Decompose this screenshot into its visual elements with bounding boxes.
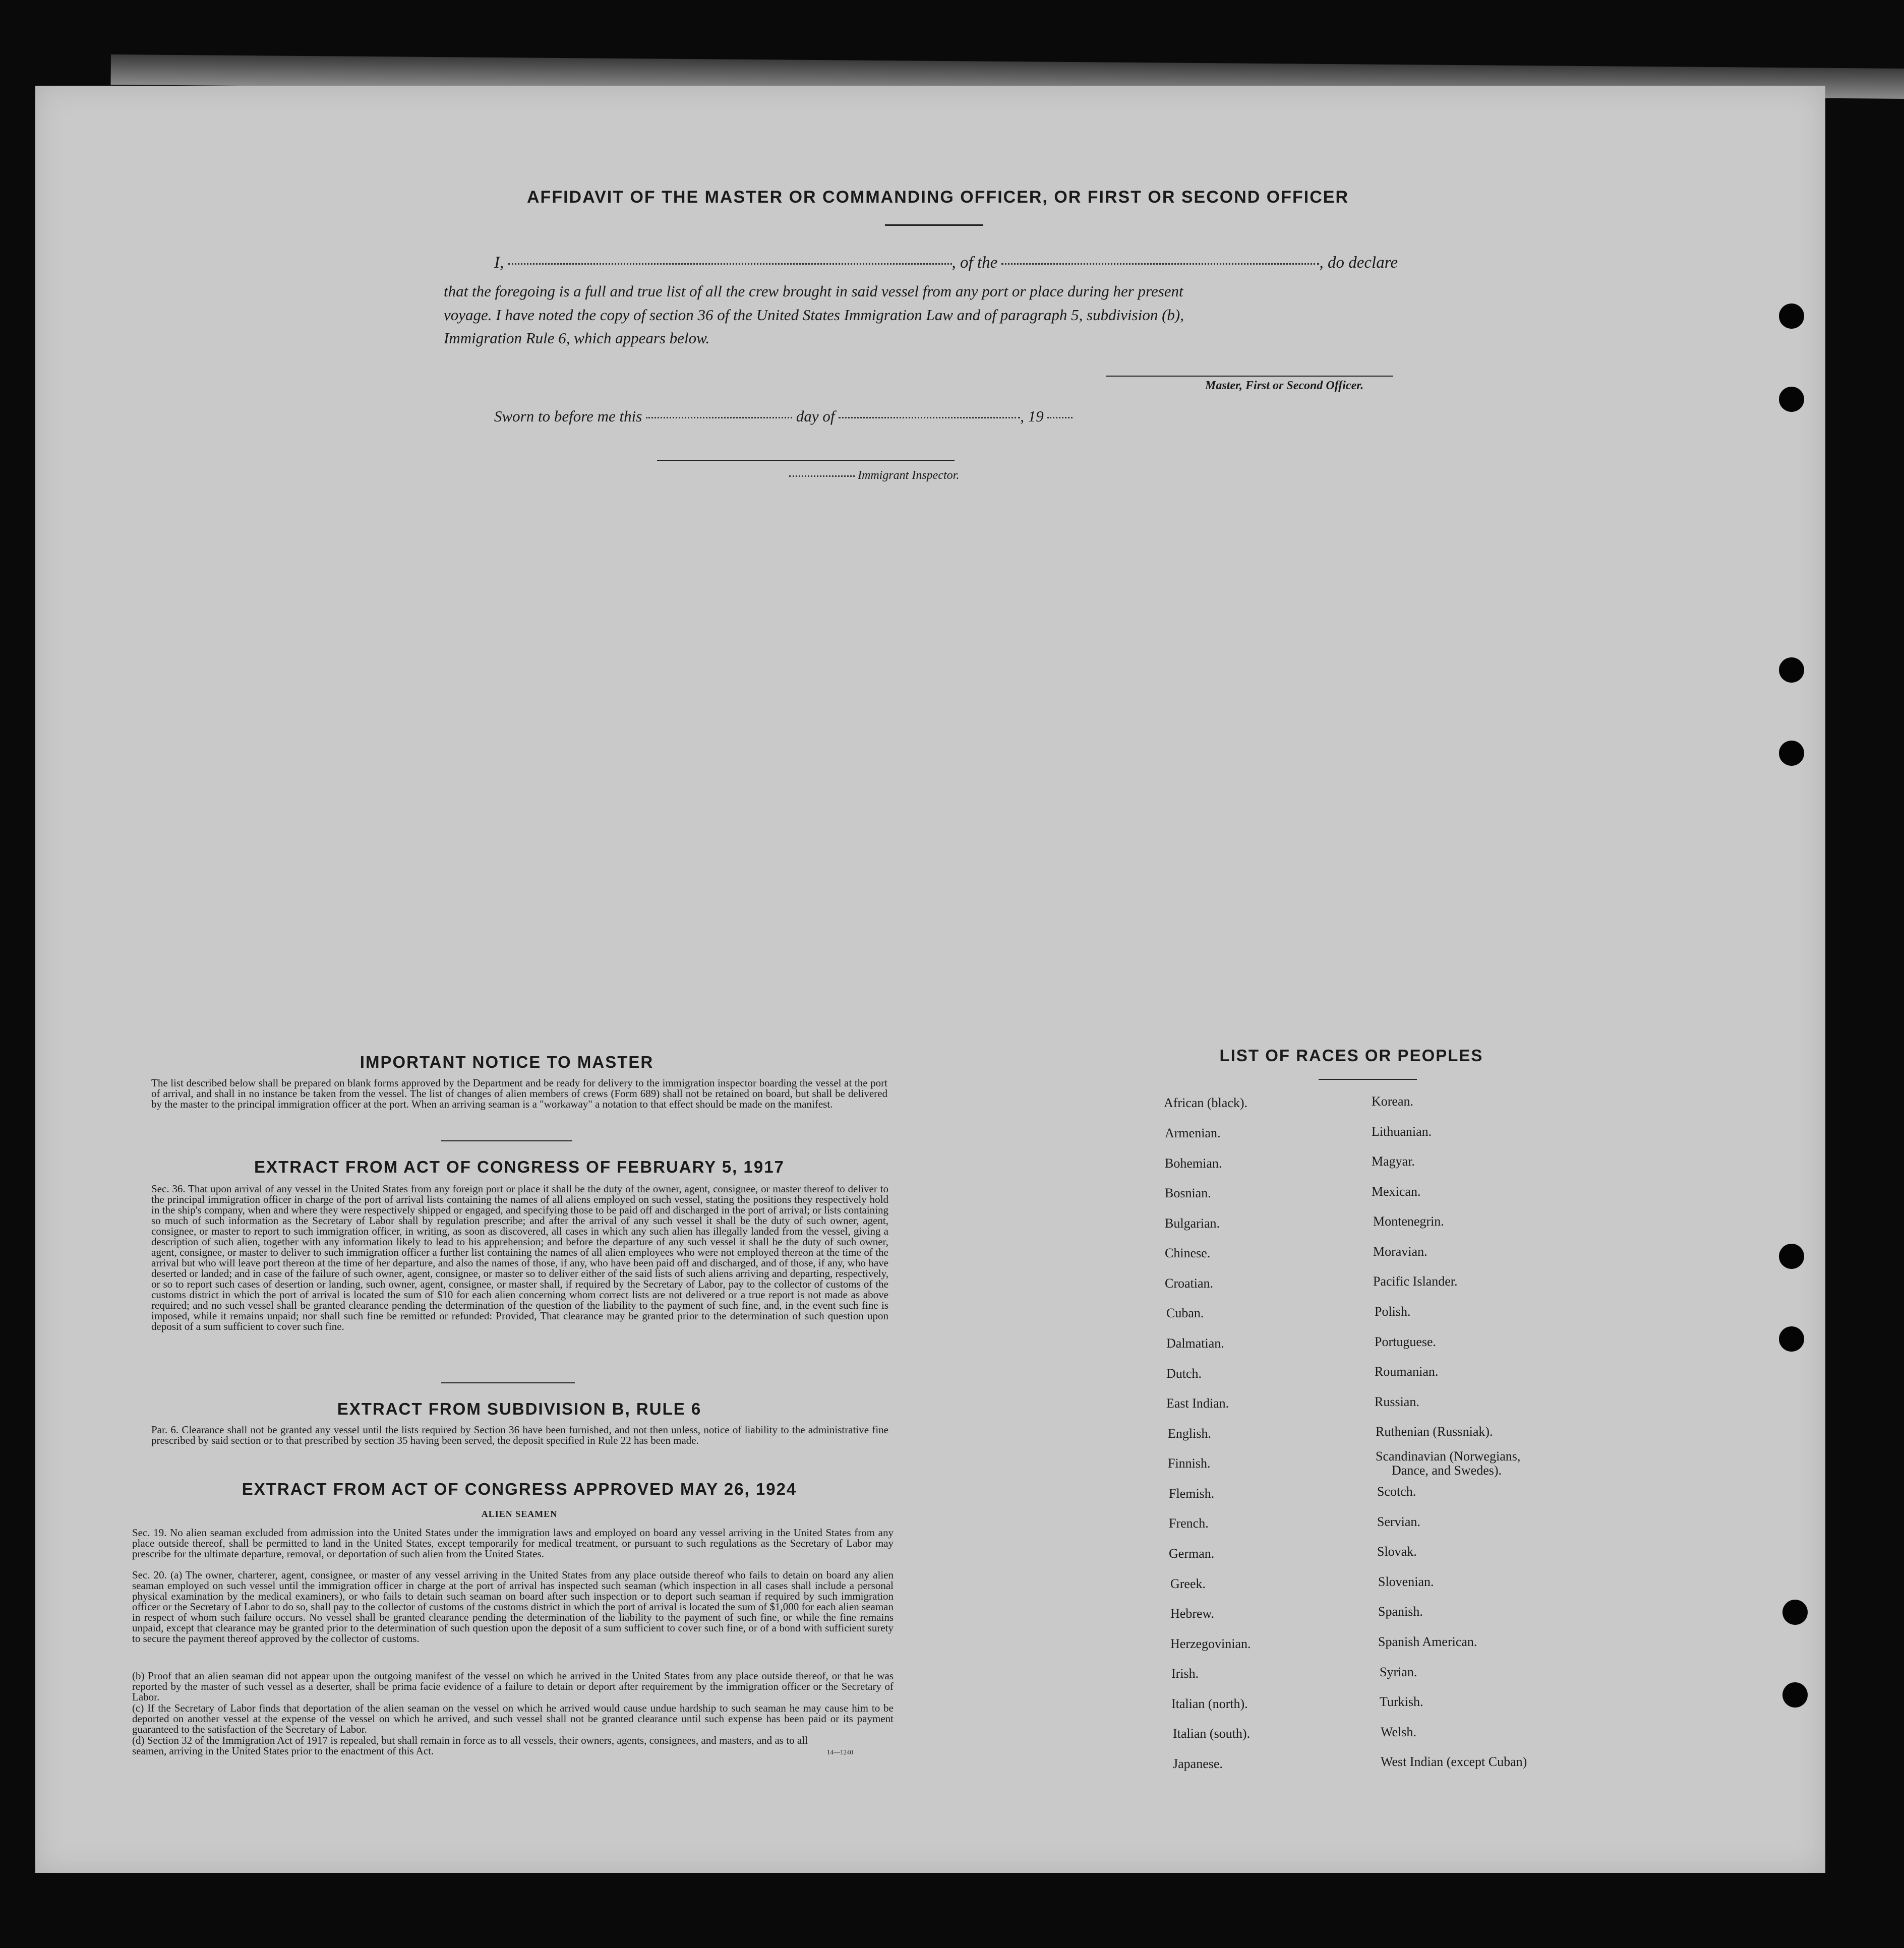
inspector-field[interactable] [789, 475, 855, 477]
race-item: Spanish American. [1378, 1634, 1477, 1649]
year-label: , 19 [1020, 407, 1044, 425]
extract-1924-sec19: Sec. 19. No alien seaman excluded from admission into the United States under the immigration laws and employed on board any vessel arriving in the United States from any place outside thereof, shall be permitted to land in the United States, except temporarily for medical treatment, or pursuant to such regulations as the Secretary of Labor may prescribe for the ultimate departure, removal, or deportation of such alien from the United States. [132, 1527, 894, 1560]
race-item: Cuban. [1166, 1306, 1204, 1320]
extract-1924-sec20d: (d) Section 32 of the Immigration Act of 1917 is repealed, but shall remain in force as to all vessels, their owners, agents, consignees, and masters, and as to all seamen, arriving in the United States prior to the enactment of this Act. [132, 1734, 808, 1757]
sworn-year-field[interactable] [1047, 417, 1073, 418]
name-field[interactable] [508, 263, 952, 265]
race-item: Armenian. [1165, 1126, 1221, 1140]
form-number: 14—1240 [827, 1748, 853, 1756]
inspector-caption: Immigrant Inspector. [858, 469, 960, 482]
race-item: Turkish. [1380, 1694, 1423, 1709]
race-item: Bulgarian. [1165, 1216, 1220, 1231]
race-item: West Indian (except Cuban) [1381, 1754, 1527, 1769]
race-item: Dalmatian. [1166, 1336, 1224, 1351]
sworn-month-field[interactable] [839, 417, 1020, 418]
i-label: I, [494, 254, 504, 272]
race-item: Japanese. [1173, 1756, 1223, 1771]
race-item: Bosnian. [1165, 1186, 1211, 1200]
affidavit-declaration-line [494, 254, 1398, 272]
race-item: Italian (south). [1173, 1726, 1251, 1741]
race-item: Finnish. [1168, 1456, 1211, 1471]
race-item: Dance, and Swedes). [1392, 1463, 1502, 1478]
race-item: African (black). [1164, 1095, 1248, 1110]
extract-1924-sec20b: (b) Proof that an alien seaman did not appear upon the outgoing manifest of the vessel on which he arrived in the United States from any place outside thereof, or that he was reported by the master of such vessel as a deserter, shall be prima facie evidence of a failure to detain or deport after requirement by the immigration officer or the Secretary of Labor. [132, 1670, 894, 1703]
binder-hole [1779, 741, 1804, 766]
extract-1917-title: EXTRACT FROM ACT OF CONGRESS OF FEBRUARY 5, 1917 [254, 1158, 785, 1176]
race-item: Portuguese. [1375, 1334, 1437, 1349]
race-item: Korean. [1372, 1094, 1414, 1109]
binder-hole [1782, 1682, 1808, 1708]
affidavit-body-2: voyage. I have noted the copy of section 36 of the United States Immigration Law and of paragraph 5, subdivision (b), [444, 306, 1184, 324]
race-item: French. [1169, 1516, 1209, 1531]
race-item: Scotch. [1377, 1484, 1416, 1499]
race-item: Russian. [1375, 1394, 1419, 1409]
sworn-label: Sworn to before me this [494, 407, 642, 425]
race-item: Welsh. [1381, 1725, 1416, 1739]
races-title: LIST OF RACES OR PEOPLES [1219, 1046, 1483, 1065]
binder-hole [1779, 1326, 1804, 1352]
race-item: German. [1169, 1546, 1215, 1561]
affidavit-body-1: that the foregoing is a full and true list of all the crew brought in said vessel from any port or place during her present [444, 282, 1183, 300]
race-item: Magyar. [1372, 1154, 1415, 1169]
of-the-label: , of the [951, 254, 998, 272]
extract-rule6-body: Par. 6. Clearance shall not be granted any vessel until the lists required by Section 36 have been furnished, and not then unless, notice of liability to the administrative fine prescribed by said section or to that prescribed by section 35 having been served, the deposit specified in Rule 22 has been made. [151, 1424, 888, 1446]
race-item: Pacific Islander. [1373, 1274, 1458, 1289]
sworn-day-field[interactable] [646, 417, 792, 418]
race-item: Chinese. [1165, 1246, 1211, 1260]
extract-1924-sec20a: Sec. 20. (a) The owner, charterer, agent, consignee, or master of any vessel arriving in the United States from any place outside thereof who fails to detain on board any alien seaman employed on such vessel until the immigration officer in charge at the port of arrival has inspected such seaman (which inspection in all cases shall include a personal physical examination by the medical examiners), or who fails to detain such seaman on board after such inspection or to deport such seaman if required by such immigration officer or the Secretary of Labor to do so, shall pay to the collector of customs of the customs district in which the port of arrival is located the sum of $1,000 for each alien seaman in respect of whom such failure occurs. No vessel shall be granted clearance pending the determination of the liability to the payment of such fine, or while the fine remains unpaid, except that clearance may be granted prior to the determination of such question upon the deposit of a sum sufficient to cover such fine, or of a bond with sufficient surety to secure the payment thereof approved by the collector of customs. [132, 1569, 894, 1645]
race-item: Polish. [1375, 1304, 1411, 1319]
extract-1924-title: EXTRACT FROM ACT OF CONGRESS APPROVED MAY 26, 1924 [242, 1480, 797, 1498]
race-item: Lithuanian. [1372, 1124, 1432, 1139]
extract-1924-sec20c: (c) If the Secretary of Labor finds that deportation of the alien seaman on the vessel on which he arrived would cause undue hardship to such seaman he may cause him to be deported on another vessel at the expense of the vessel on which he arrived, and such vessel shall not be granted clearance until such expense has been paid or its payment guaranteed to the satisfaction of the Secretary of Labor. [132, 1702, 894, 1735]
vessel-field[interactable] [1001, 263, 1319, 265]
extract-1917-body: Sec. 36. That upon arrival of any vessel in the United States from any foreign port or place it shall be the duty of the owner, agent, consignee, or master thereof to deliver to the principal immigration officer in charge of the port of arrival lists containing the names of all aliens employed on such vessel, stating the positions they respectively hold in the ship's company, when and where they were respectively shipped or engaged, and specifying those to be paid off and discharged in the port of arrival; or lists containing so much of such information as the Secretary of Labor shall by regulation prescribe; and after the arrival of any such vessel it shall be the duty of such owner, agent, consignee, or master to report to such immigration officer, in writing, as soon as discovered, all cases in which any such alien has illegally landed from the vessel, giving a description of such alien, together with any information likely to lead to his apprehension; and before the departure of any such vessel it shall be the duty of such owner, agent, consignee, or master to deliver to such immigration officer a further list containing the names of all alien employees who were not employed thereon at the time of the arrival but who will leave port thereon at the time of her departure, and also the names of those, if any, who have been paid off and discharged, and of those, if any, who have deserted or landed; and in case of the failure of such owner, agent, consignee, or master so to deliver either of the said lists of such aliens arriving and departing, respectively, or so to report such cases of desertion or landing, such owner, agent, consignee, or master shall, if required by the Secretary of Labor, pay to the collector of customs of the customs district in which the port of arrival is located the sum of $10 for each alien concerning whom correct lists are not delivered or a true report is not made as above required; and no such vessel shall be granted clearance pending the determination of the question of the liability to the payment of such fine, and, in the event such fine is imposed, while it remains unpaid; nor shall such fine be remitted or refunded: Provided, That clearance may be granted prior to the determination of such question upon deposit of a sum sufficient to cover such fine. [151, 1183, 888, 1332]
race-item: Greek. [1170, 1576, 1206, 1591]
race-item: Hebrew. [1170, 1606, 1215, 1621]
inspector-line [789, 469, 959, 482]
race-item: Ruthenian (Russniak). [1376, 1424, 1493, 1439]
race-item: Spanish. [1378, 1604, 1423, 1619]
race-item: Irish. [1171, 1666, 1199, 1681]
race-item: Italian (north). [1171, 1696, 1248, 1711]
section-divider [441, 1382, 575, 1383]
binder-hole [1779, 303, 1804, 329]
race-item: Montenegrin. [1373, 1214, 1444, 1229]
inspector-signature-line[interactable] [657, 460, 955, 461]
races-divider [1319, 1079, 1417, 1080]
race-item: Syrian. [1380, 1665, 1417, 1679]
race-item: Bohemian. [1165, 1156, 1222, 1171]
day-of-label: day of [796, 407, 835, 425]
binder-hole [1782, 1600, 1808, 1625]
extract-rule6-title: EXTRACT FROM SUBDIVISION B, RULE 6 [337, 1399, 702, 1418]
signature-line[interactable] [1106, 376, 1393, 377]
race-item: Mexican. [1372, 1184, 1421, 1199]
race-item: Slovenian. [1378, 1574, 1434, 1589]
race-item: Dutch. [1166, 1366, 1202, 1381]
title-divider [885, 224, 983, 226]
binder-hole [1779, 387, 1804, 412]
alien-seamen-subtitle: ALIEN SEAMEN [481, 1509, 558, 1519]
race-item: Slovak. [1377, 1544, 1417, 1559]
race-item: Servian. [1377, 1514, 1420, 1529]
notice-body: The list described below shall be prepared on blank forms approved by the Department and be ready for delivery to the immigration inspector boarding the vessel at the port of arrival, and shall in no instance be taken from the vessel. The list of changes of alien members of crews (Form 689) shall not be retained on board, but shall be delivered by the master to the principal immigration officer at the port. When an arriving seaman is a "workaway" a notation to that effect should be made on the manifest. [151, 1077, 887, 1110]
race-item: Croatian. [1165, 1276, 1214, 1291]
race-item: Moravian. [1373, 1244, 1427, 1259]
race-item: Scandinavian (Norwegians, [1376, 1449, 1521, 1464]
race-item: Roumanian. [1375, 1364, 1439, 1379]
sworn-line [494, 407, 1073, 425]
race-item: Herzegovinian. [1170, 1636, 1251, 1651]
signature-caption: Master, First or Second Officer. [1205, 379, 1364, 392]
affidavit-title: AFFIDAVIT OF THE MASTER OR COMMANDING OFFICER, OR FIRST OR SECOND OFFICER [527, 188, 1349, 207]
notice-title: IMPORTANT NOTICE TO MASTER [360, 1053, 654, 1071]
race-item: English. [1168, 1426, 1211, 1441]
do-declare-label: , do declare [1319, 254, 1398, 272]
affidavit-body-3: Immigration Rule 6, which appears below. [444, 329, 710, 347]
race-item: Flemish. [1169, 1486, 1215, 1501]
race-item: East Indian. [1166, 1396, 1229, 1411]
section-divider [441, 1140, 572, 1141]
binder-hole [1779, 657, 1804, 683]
binder-hole [1779, 1244, 1804, 1269]
